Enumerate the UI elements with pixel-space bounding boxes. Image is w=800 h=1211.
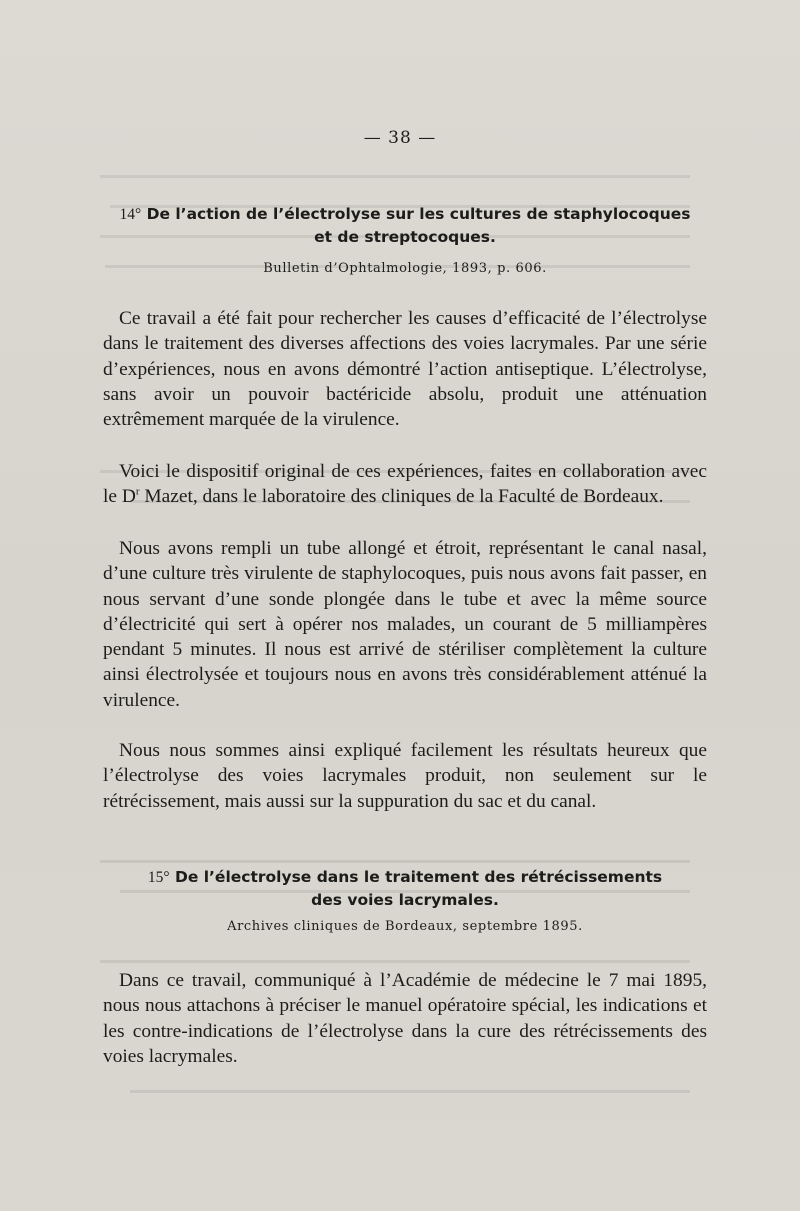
bleed-line bbox=[100, 175, 690, 178]
section-15-title-line2: des voies lacrymales. bbox=[311, 891, 499, 909]
superscript: r bbox=[135, 485, 140, 498]
section-14-title-line2: et de streptocoques. bbox=[314, 228, 496, 246]
section-15-title-line1: De l’électrolyse dans le traitement des rétrécissements bbox=[174, 868, 663, 886]
bleed-line bbox=[130, 1090, 690, 1093]
section-14-title bbox=[100, 203, 710, 249]
paragraph bbox=[103, 459, 707, 510]
paragraph: Nous avons rempli un tube allongé et étroit, représentant le canal nasal, d’une culture très virulente de staphylocoques, puis nous avons fait passer, en nous servant d’une sonde plongée dans le tube et avec la même source d’électricité qui sert à opérer nos malades, un courant de 5 milliampères pendant 5 minutes. Il nous est arrivé de stériliser complètement la culture ainsi électrolysée et toujours nous en avons très considérablement atténué la virulence. bbox=[103, 538, 707, 711]
section-14-number: 14° bbox=[119, 206, 142, 223]
paragraph: Ce travail a été fait pour rechercher les causes d’efficacité de l’électrolyse dans le traitement des diverses affections des voies lacrymales. Par une série d’expériences, nous en avons démontré l’action antiseptique. L’électrolyse, sans avoir un pouvoir bactéricide absolu, produit une atténuation extrêmement marquée de la virulence. bbox=[103, 308, 707, 431]
paragraph-text: Voici le dispositif original de ces expériences, faites en collaboration avec le D bbox=[103, 461, 707, 508]
section-14-title-line1: De l’action de l’électrolyse sur les cultures de staphylocoques bbox=[146, 205, 691, 223]
paragraph-text: Mazet, dans le laboratoire des cliniques de la Faculté de Bordeaux. bbox=[139, 486, 664, 508]
paragraph: Dans ce travail, communiqué à l’Académie de médecine le 7 mai 1895, nous nous attachons à préciser le manuel opératoire spécial, les indications et les contre-indications de l’électrolyse dans la cure des rétrécissements des voies lacrymales. bbox=[103, 970, 707, 1067]
section-15-title bbox=[100, 866, 710, 912]
section-14-source: Bulletin d’Ophtalmologie, 1893, p. 606. bbox=[263, 261, 547, 276]
bleed-line bbox=[100, 860, 690, 863]
page-number: — 38 — bbox=[363, 128, 437, 148]
section-15-number: 15° bbox=[147, 869, 170, 886]
section-15-source: Archives cliniques de Bordeaux, septembre 1895. bbox=[227, 919, 583, 934]
paragraph: Nous nous sommes ainsi expliqué facilement les résultats heureux que l’électrolyse des voies lacrymales produit, non seulement sur le rétrécissement, mais aussi sur la suppuration du sac et du canal. bbox=[103, 740, 707, 812]
bleed-line bbox=[100, 960, 690, 963]
